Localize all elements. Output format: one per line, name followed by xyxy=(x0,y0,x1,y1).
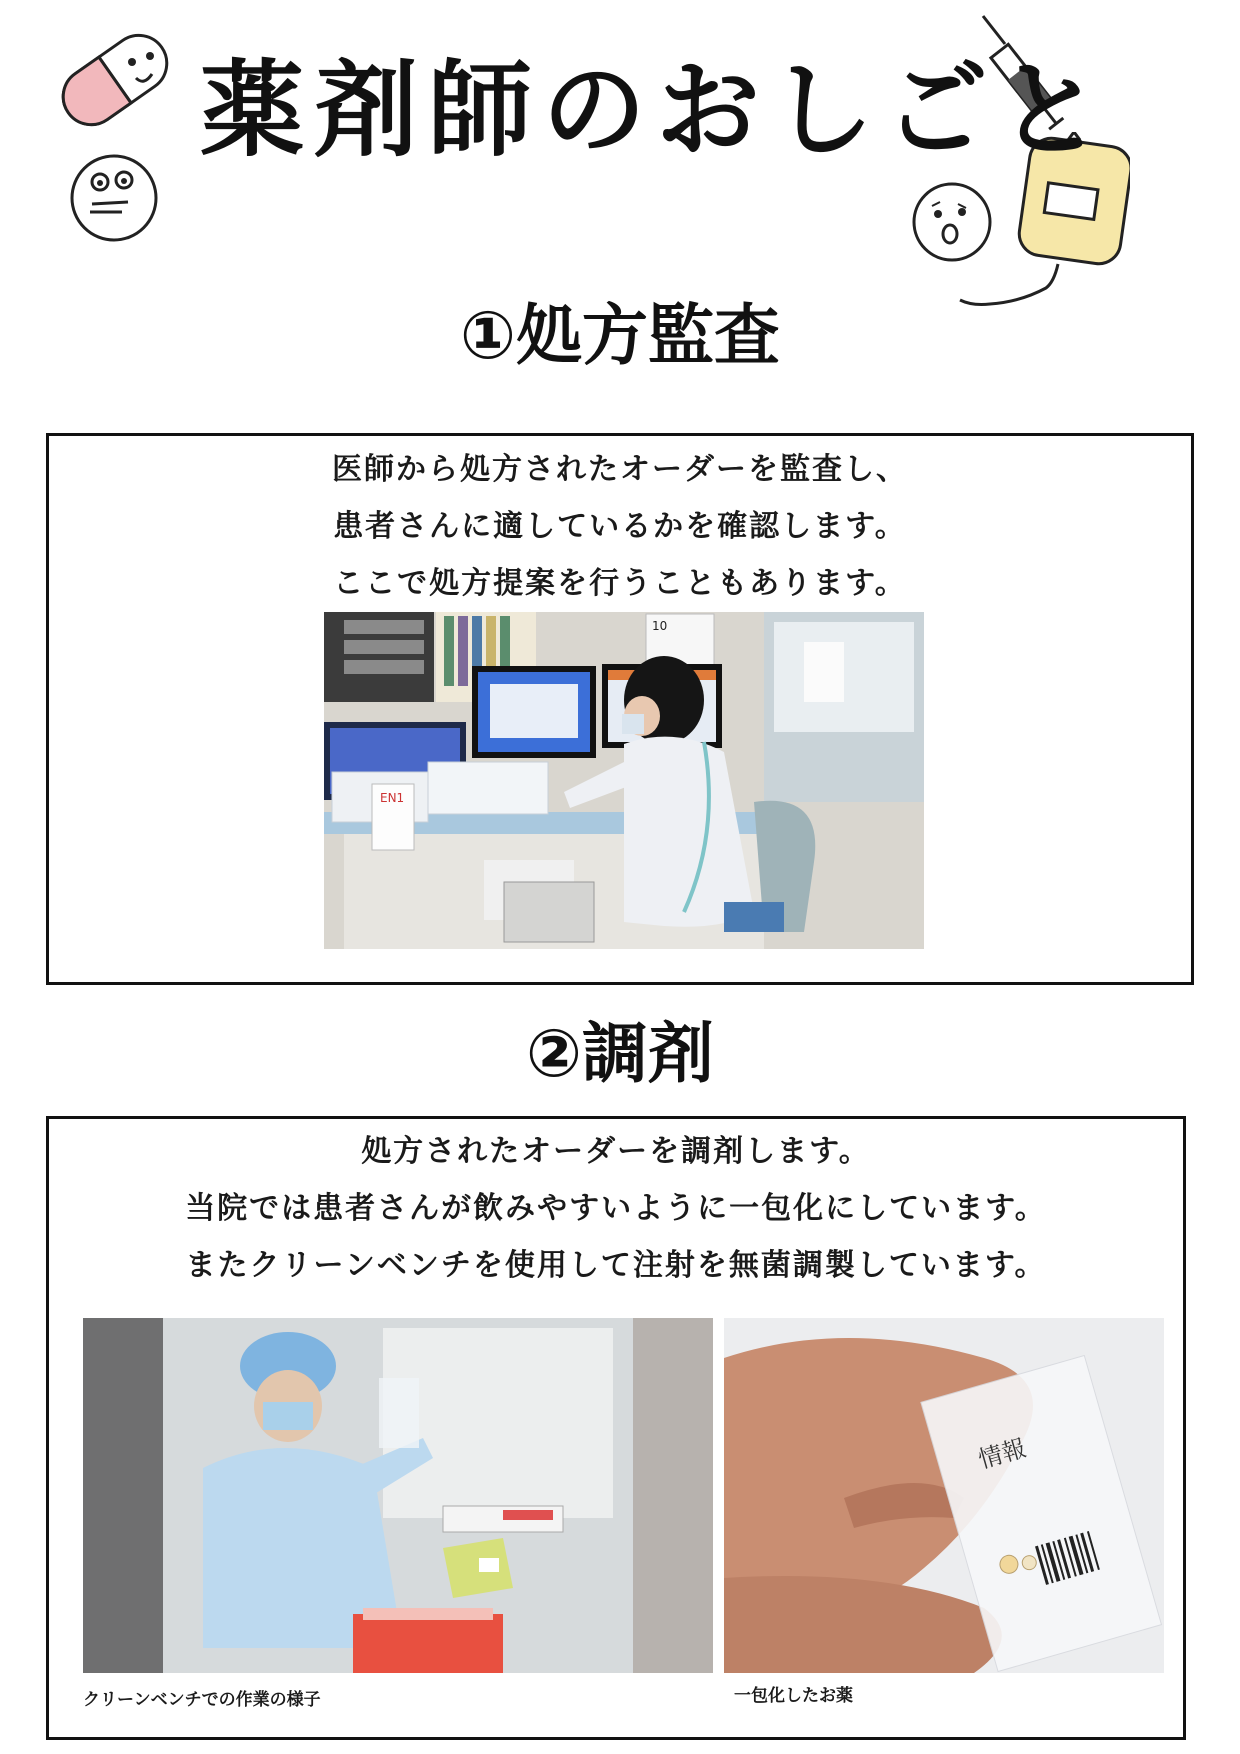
text-line: ここで処方提案を行うこともあります。 xyxy=(333,566,907,601)
section-heading-dispensing: ②調剤 xyxy=(526,1015,714,1092)
text-line: 患者さんに適しているかを確認します。 xyxy=(333,509,907,544)
pill-face-icon xyxy=(50,20,180,140)
section-text xyxy=(49,441,1191,612)
section-box-dispensing xyxy=(46,1116,1186,1740)
text-line: 処方されたオーダーを調剤します。 xyxy=(361,1134,871,1169)
text-line: 当院では患者さんが飲みやすいように一包化にしています。 xyxy=(185,1191,1047,1226)
photo-caption: 一包化したお薬 xyxy=(734,1686,853,1706)
photo-caption: クリーンベンチでの作業の様子 xyxy=(83,1690,321,1710)
unit-dose-packet-photo xyxy=(724,1318,1164,1673)
pharmacist-auditing-photo xyxy=(324,612,924,949)
memo-text: EN1 xyxy=(380,791,405,805)
calendar-month-text: 10 xyxy=(652,619,668,633)
section-box-prescription-audit xyxy=(46,433,1194,985)
clean-bench-photo xyxy=(83,1318,713,1673)
text-line: またクリーンベンチを使用して注射を無菌調製しています。 xyxy=(185,1248,1047,1283)
section-text xyxy=(49,1123,1183,1294)
section-heading-prescription-audit: ①処方監査 xyxy=(460,297,780,374)
text-line: 医師から処方されたオーダーを監査し、 xyxy=(332,452,908,487)
packet-label-text: 情報 xyxy=(975,1433,1030,1474)
worried-face-icon xyxy=(66,150,162,246)
page-title: 薬剤師のおしごと xyxy=(200,49,1113,171)
